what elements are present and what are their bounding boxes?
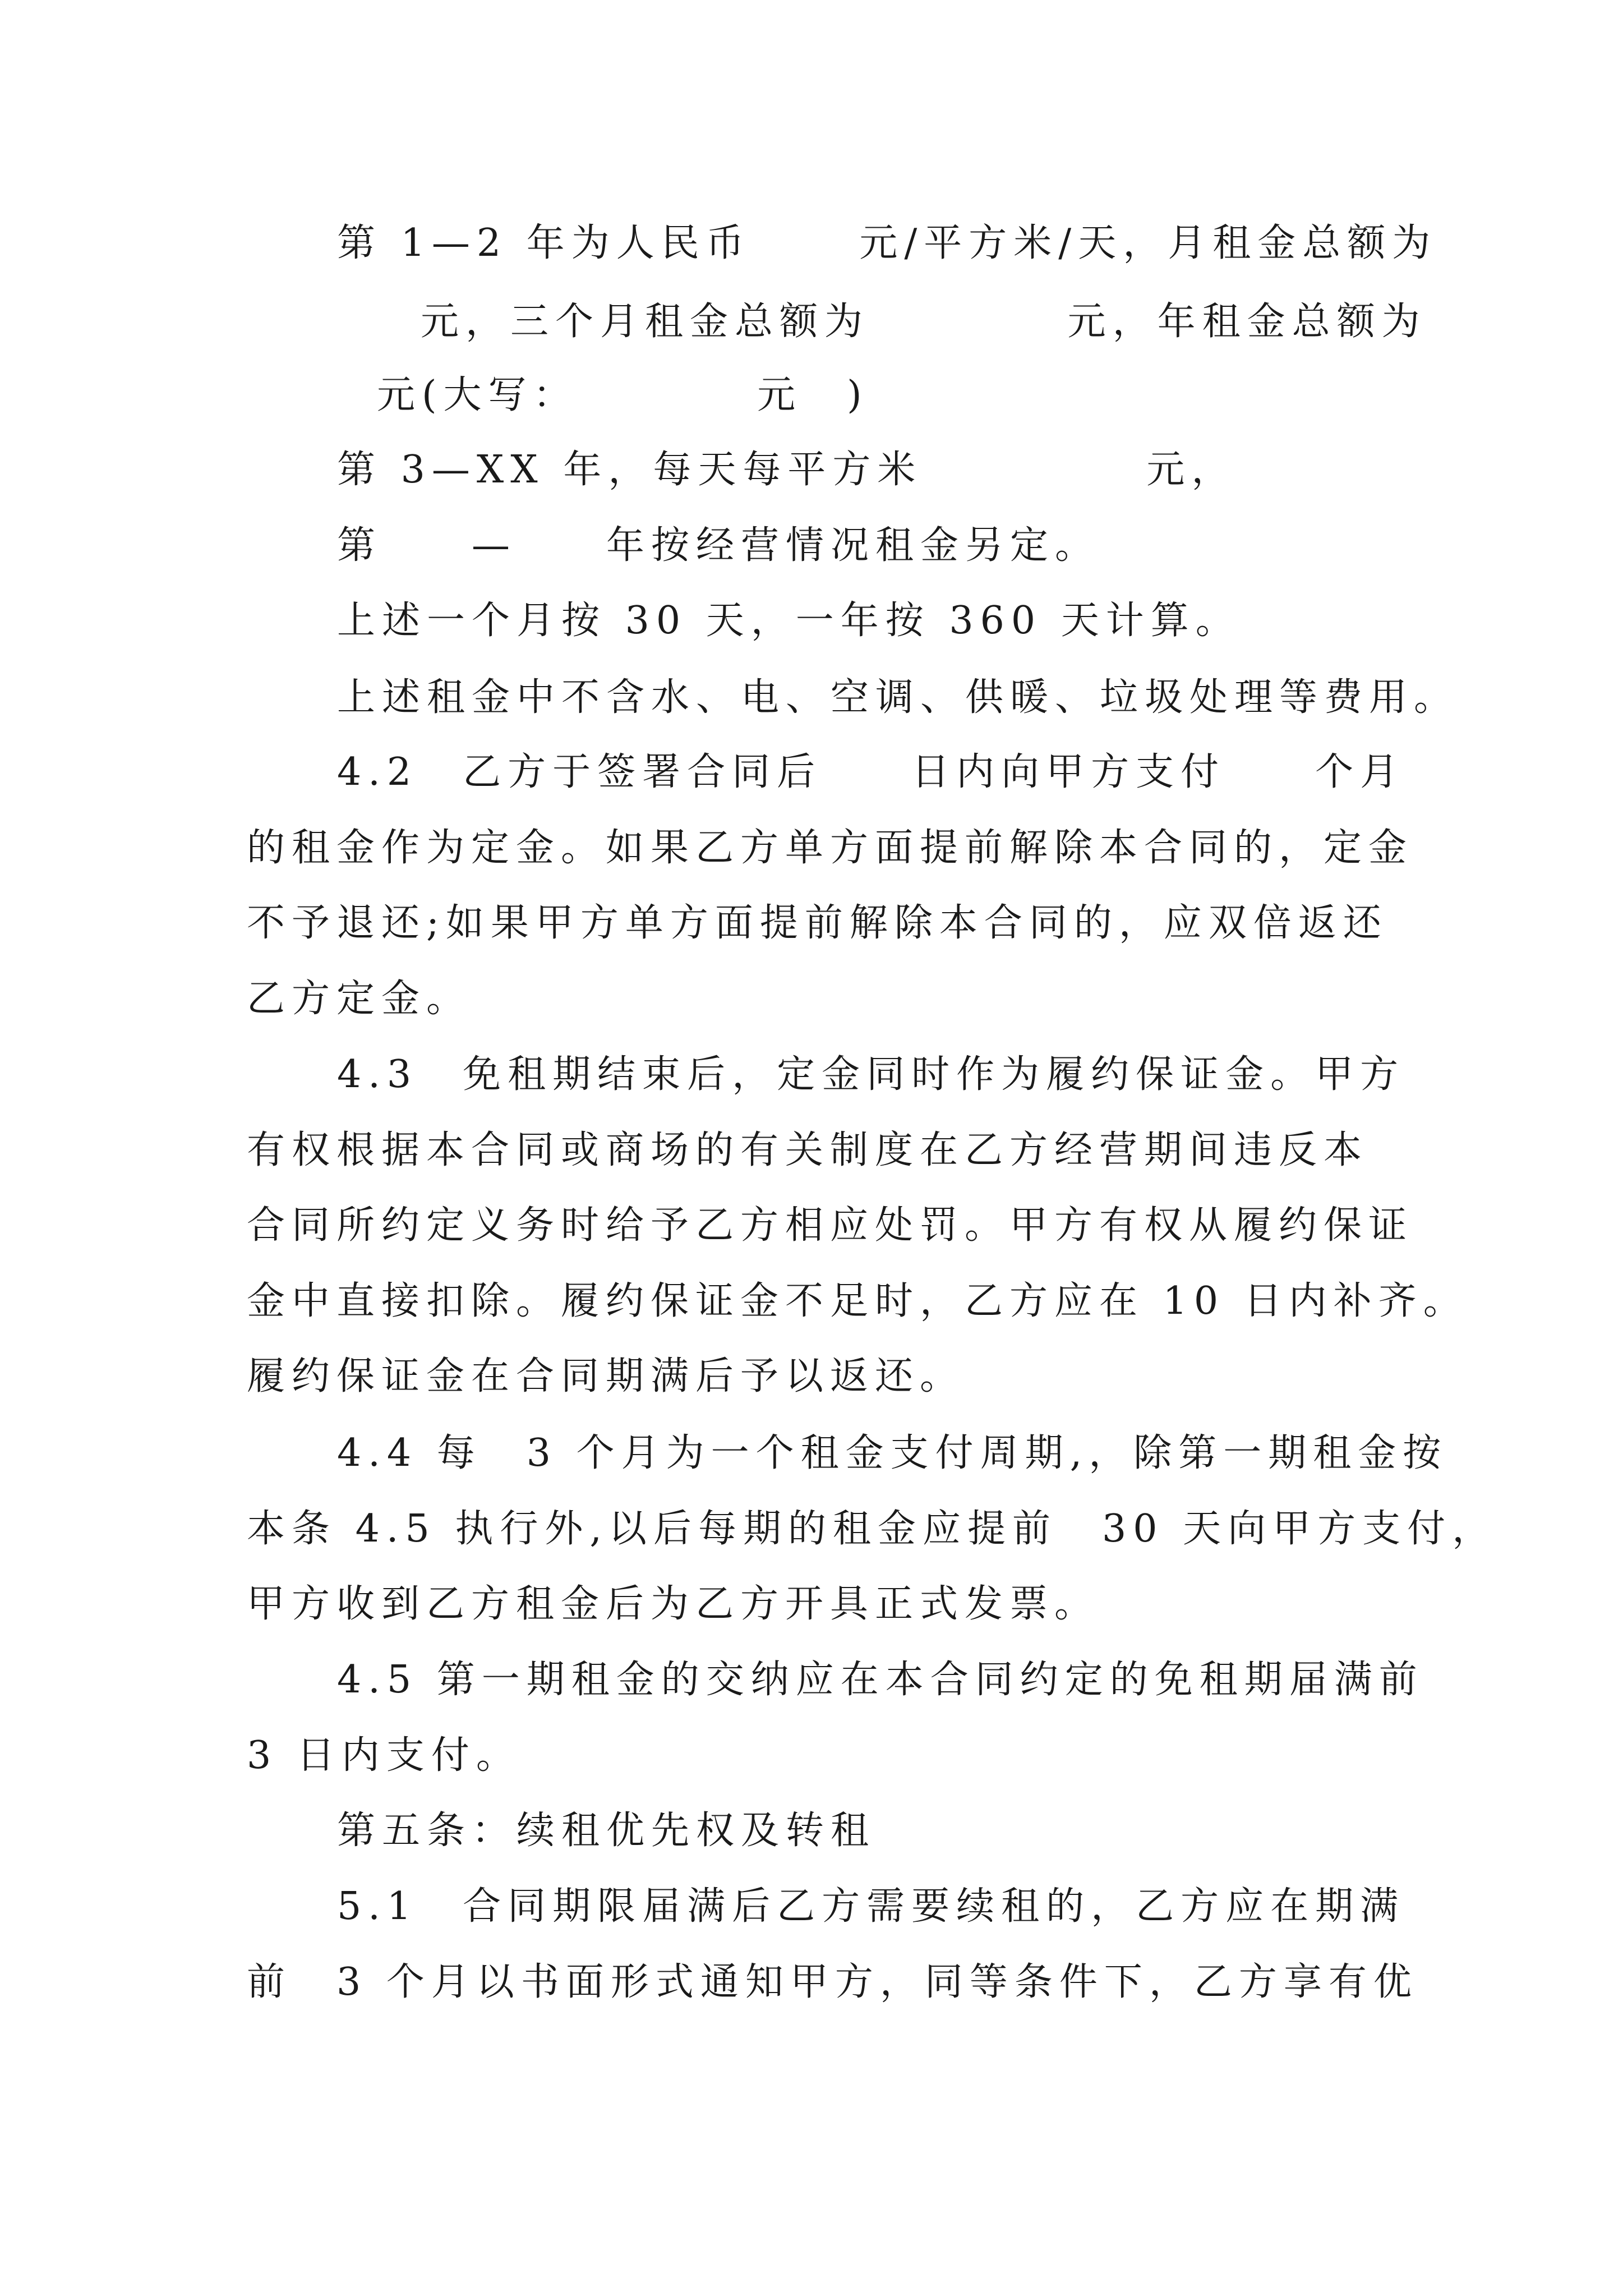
text-line: 履约保证金在合同期满后予以返还。 — [247, 1354, 965, 1398]
text-line: 前 3 个月以书面形式通知甲方，同等条件下，乙方享有优 — [247, 1960, 1418, 2004]
text-line: 5.1 合同期限届满后乙方需要续租的，乙方应在期满 — [337, 1884, 1405, 1929]
text-line: 上述一个月按 30 天，一年按 360 天计算。 — [337, 599, 1241, 643]
section-heading: 第五条：续租优先权及转租 — [337, 1809, 876, 1853]
text-line: 本条 4.5 执行外,以后每期的租金应提前 30 天向甲方支付， — [247, 1507, 1497, 1551]
text-line: 上述租金中不含水、电、空调、供暖、垃圾处理等费用。 — [337, 675, 1459, 720]
text-line: 合同所约定义务时给予乙方相应处罚。甲方有权从履约保证 — [247, 1203, 1414, 1248]
text-line: 4.4 每 3 个月为一个租金支付周期,，除第一期租金按 — [337, 1431, 1448, 1475]
text-line: 4.5 第一期租金的交纳应在本合同约定的免租期届满前 — [337, 1658, 1424, 1702]
text-line: 元(大写： 元 ) — [377, 373, 869, 417]
text-line: 甲方收到乙方租金后为乙方开具正式发票。 — [247, 1582, 1100, 1626]
text-line: 的租金作为定金。如果乙方单方面提前解除本合同的，定金 — [247, 826, 1414, 870]
text-line: 第 3—XX 年，每天每平方米 元， — [337, 448, 1237, 492]
text-line: 4.2 乙方于签署合同后 日内向甲方支付 个月 — [337, 750, 1405, 794]
text-line: 第 — 年按经营情况租金另定。 — [337, 523, 1100, 568]
text-line: 乙方定金。 — [247, 977, 472, 1021]
text-line: 金中直接扣除。履约保证金不足时，乙方应在 10 日内补齐。 — [247, 1279, 1468, 1323]
text-line: 元，三个月租金总额为 元，年租金总额为 — [421, 300, 1427, 344]
text-line: 不予退还;如果甲方单方面提前解除本合同的，应双倍返还 — [247, 901, 1388, 945]
text-line: 4.3 免租期结束后，定金同时作为履约保证金。甲方 — [337, 1052, 1405, 1097]
text-line: 有权根据本合同或商场的有关制度在乙方经营期间违反本 — [247, 1128, 1369, 1172]
text-line: 3 日内支付。 — [247, 1733, 521, 1778]
text-line: 第 1—2 年为人民币 元/平方米/天，月租金总额为 — [337, 221, 1437, 265]
